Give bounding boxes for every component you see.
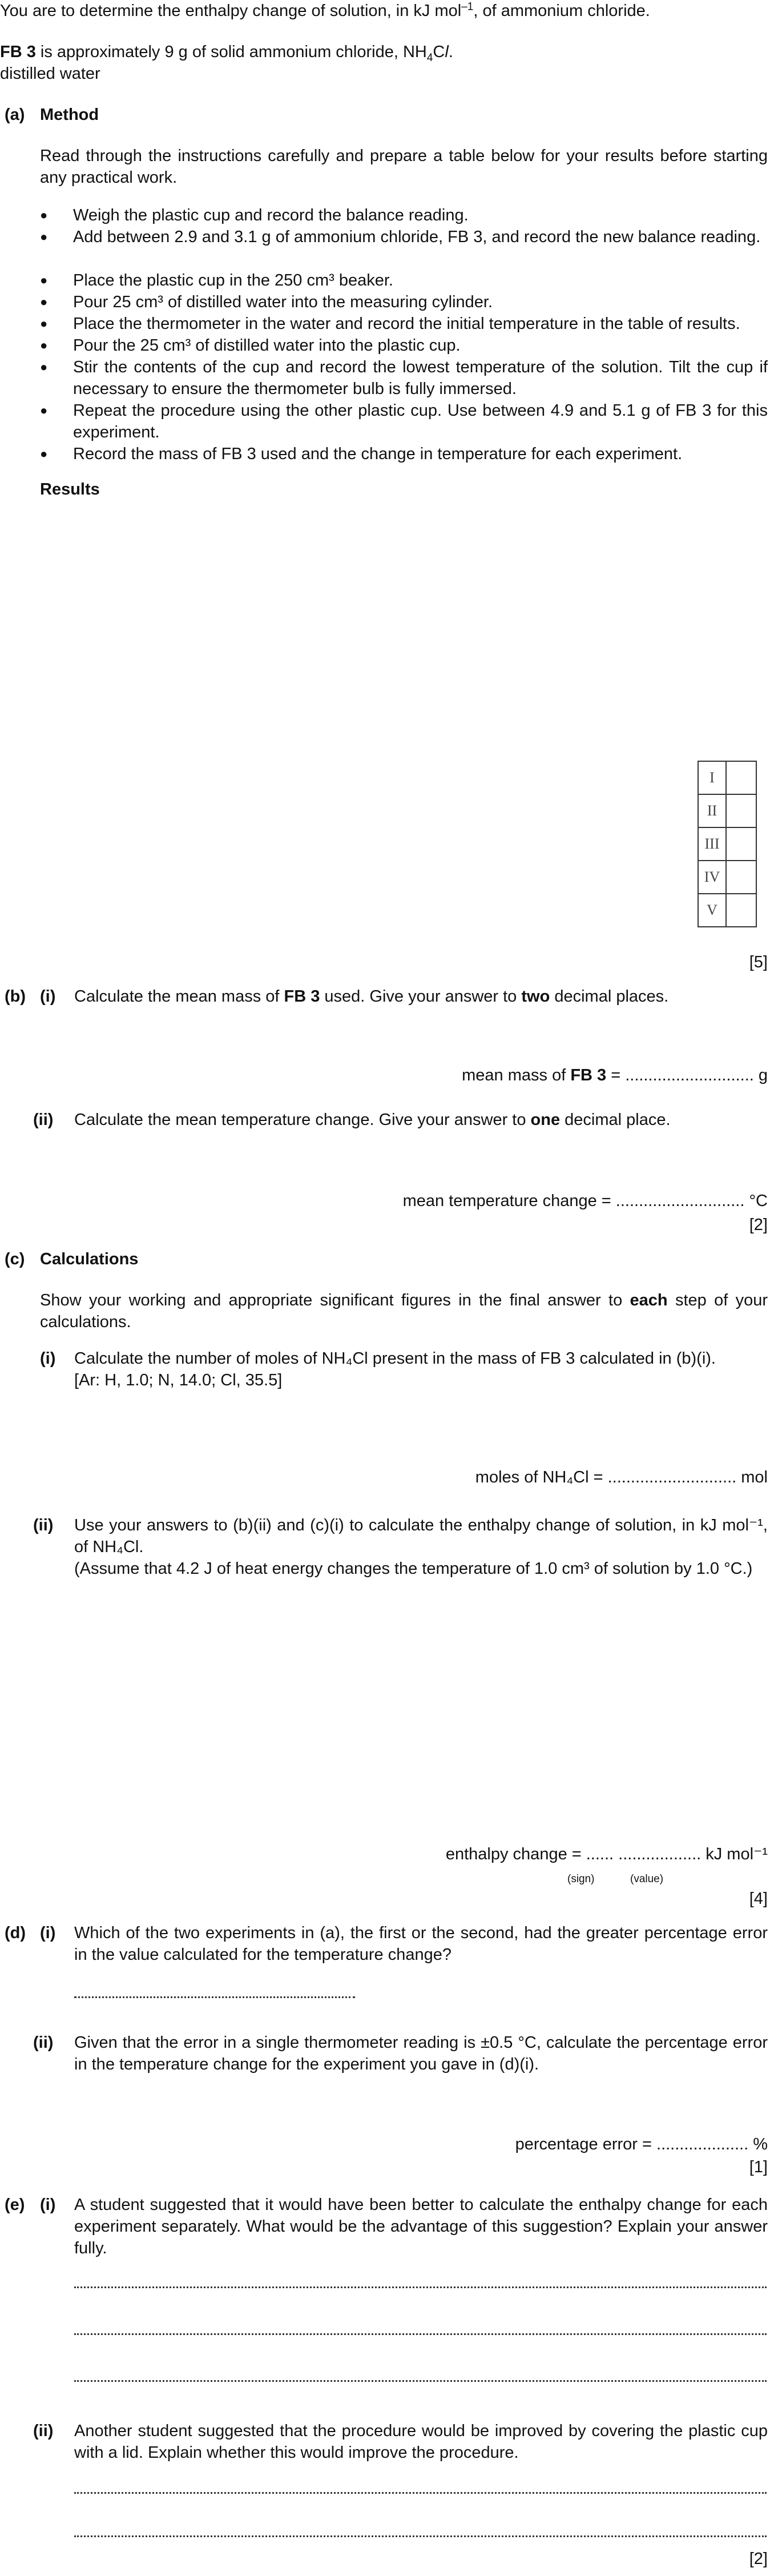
table-row	[698, 794, 756, 827]
part-e-marks: [2]	[749, 2550, 768, 2568]
part-c-i-label: (i)	[40, 1349, 56, 1368]
part-e-ii-label: (ii)	[33, 2422, 54, 2440]
part-c-i-question: Calculate the number of moles of NH₄Cl present in the mass of FB 3 calculated in (b)(i).	[74, 1349, 716, 1368]
bullet-icon: ●	[40, 208, 48, 222]
sign-caption: (sign)	[567, 1873, 595, 1885]
part-c-ii-question: Use your answers to (b)(ii) and (c)(i) to calculate the enthalpy change of solution, in kJ mol⁻¹, of NH₄Cl.	[74, 1516, 768, 1556]
table-cell-mark	[726, 794, 756, 827]
calculations-intro: Show your working and appropriate significant figures in the final answer to each step of your calculations.	[40, 1291, 768, 1331]
bullet-icon: ●	[40, 295, 48, 309]
table-cell-mark	[726, 827, 756, 861]
bullet-icon: ●	[40, 316, 48, 331]
table-cell-label: III	[698, 827, 726, 861]
part-e-label: (e)	[5, 2196, 25, 2214]
value-caption: (value)	[630, 1873, 664, 1885]
answer-line[interactable]	[74, 2380, 767, 2382]
table-cell-mark	[726, 861, 756, 894]
table-cell-mark	[726, 761, 756, 794]
part-b-ii-label: (ii)	[33, 1111, 54, 1129]
table-row	[698, 894, 756, 927]
table-cell-label: II	[698, 794, 726, 827]
part-b-ii-question: Calculate the mean temperature change. Give your answer to one decimal place.	[74, 1111, 671, 1129]
part-e-ii-question: Another student suggested that the procedure would be improved by covering the plastic cup with a lid. Explain whether this would improve the procedure.	[74, 2422, 768, 2462]
part-c-label: (c)	[5, 1250, 25, 1268]
part-d-marks: [1]	[749, 2158, 768, 2176]
bullet-icon: ●	[40, 447, 48, 461]
relative-atomic-masses: [Ar: H, 1.0; N, 14.0; Cl, 35.5]	[74, 1371, 283, 1389]
method-instructions: Read through the instructions carefully and prepare a table below for your results before starting any practical work.	[40, 147, 768, 187]
mean-temp-answer: mean temperature change = ............................ °C	[402, 1192, 768, 1210]
part-e-i-label: (i)	[40, 2196, 56, 2214]
part-d-label: (d)	[5, 1924, 26, 1942]
moles-answer: moles of NH₄Cl = ............................ mol	[475, 1468, 768, 1486]
table-cell-mark	[726, 894, 756, 927]
part-d-ii-label: (ii)	[33, 2034, 54, 2052]
table-cell-label: I	[698, 761, 726, 794]
answer-line[interactable]	[74, 2492, 767, 2494]
table-row	[698, 827, 756, 861]
enthalpy-answer: enthalpy change = ...... .................. kJ mol⁻¹	[445, 1845, 768, 1863]
bullet-icon: ●	[40, 273, 48, 287]
distilled-water: distilled water	[0, 65, 100, 83]
part-e-i-question: A student suggested that it would have been better to calculate the enthalpy change for each experiment separately. What would be the advantage of this suggestion? Explain your answer fully.	[74, 2196, 768, 2257]
part-b-i-label: (i)	[40, 987, 56, 1006]
mean-mass-answer: mean mass of FB 3 = ............................ g	[462, 1066, 768, 1084]
intro-line: You are to determine the enthalpy change of solution, in kJ mol$^{-1}$, of ammonium chloride.	[0, 1, 650, 20]
part-a-label: (a)	[5, 106, 25, 124]
answer-line[interactable]	[74, 2333, 767, 2335]
heat-assumption: (Assume that 4.2 J of heat energy changes the temperature of 1.0 cm³ of solution by 1.0 °C.)	[74, 1560, 753, 1578]
part-d-ii-question: Given that the error in a single thermometer reading is ±0.5 °C, calculate the percentage error in the temperature change for the experiment you gave in (d)(i).	[74, 2034, 768, 2073]
results-heading: Results	[40, 480, 100, 499]
part-d-i-label: (i)	[40, 1924, 56, 1942]
bullet-icon: ●	[40, 230, 48, 244]
part-c-marks: [4]	[749, 1890, 768, 1908]
part-a-marks: [5]	[749, 953, 768, 971]
table-cell-label: V	[698, 894, 726, 927]
table-row	[698, 861, 756, 894]
bullet-icon: ●	[40, 338, 48, 352]
answer-line[interactable]	[74, 2286, 767, 2288]
marks-table	[698, 761, 757, 927]
table-row	[698, 761, 756, 794]
method-heading: Method	[40, 106, 99, 124]
part-b-marks: [2]	[749, 1216, 768, 1234]
part-d-i-question: Which of the two experiments in (a), the first or the second, had the greater percentage error in the value calculated for the temperature change?	[74, 1924, 768, 1964]
answer-line[interactable]	[74, 1996, 355, 1998]
part-b-label: (b)	[5, 987, 26, 1006]
part-c-ii-label: (ii)	[33, 1516, 54, 1534]
percentage-error-answer: percentage error = .................... %	[515, 2135, 768, 2153]
table-cell-label: IV	[698, 861, 726, 894]
bullet-icon: ●	[40, 360, 48, 374]
answer-line[interactable]	[74, 2535, 767, 2537]
part-b-i-question: Calculate the mean mass of FB 3 used. Give your answer to two decimal places.	[74, 987, 669, 1006]
calculations-heading: Calculations	[40, 1250, 139, 1268]
fb3-description: FB 3 is approximately 9 g of solid ammonium chloride, $NH_4Cl$.	[0, 43, 453, 64]
bullet-icon: ●	[40, 403, 48, 417]
